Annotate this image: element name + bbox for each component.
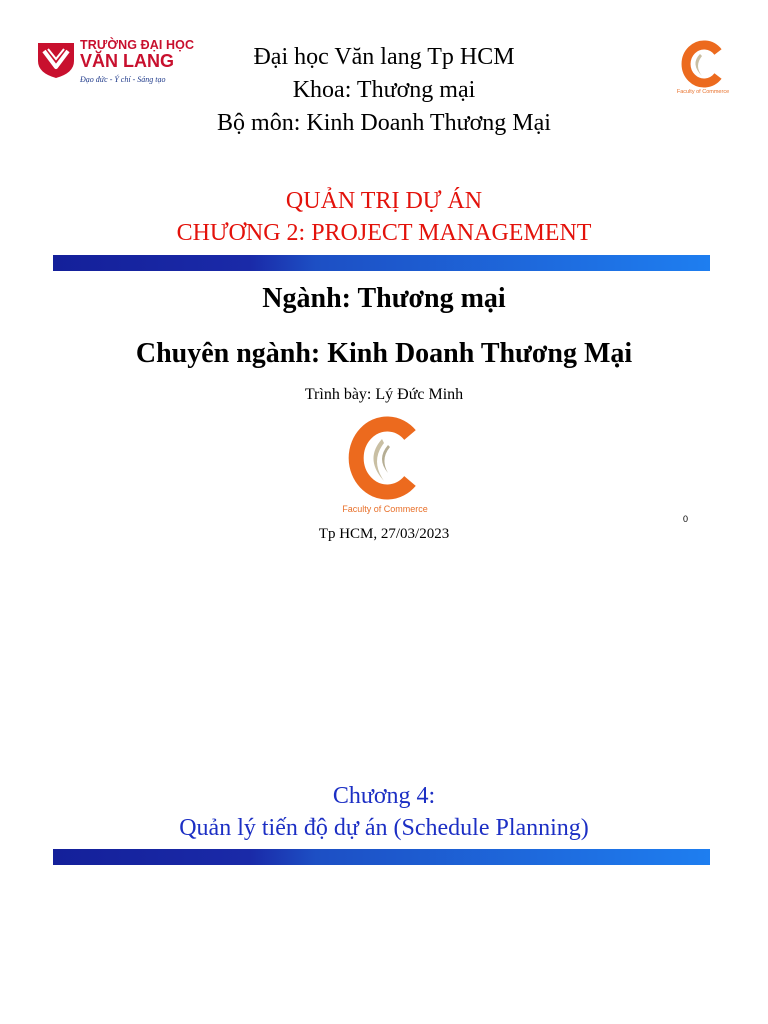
divider-bar-bottom xyxy=(53,849,710,865)
major-specialization: Chuyên ngành: Kinh Doanh Thương Mại xyxy=(135,338,633,369)
major-field: Ngành: Thương mại xyxy=(262,283,506,314)
university-name: Đại học Văn lang Tp HCM xyxy=(253,44,515,70)
chapter-label: Chương 4: xyxy=(332,783,436,809)
faculty-c-icon xyxy=(348,415,420,501)
divider-bar-top xyxy=(53,255,710,271)
page-number: 0 xyxy=(683,514,689,524)
logo-line1: TRƯỜNG ĐẠI HỌC xyxy=(80,38,195,52)
chapter-topic: Quản lý tiến độ dự án (Schedule Planning) xyxy=(179,815,589,841)
logo-line2: VĂN LANG xyxy=(80,51,174,71)
faculty-name: Khoa: Thương mại xyxy=(292,77,476,103)
place-date: Tp HCM, 27/03/2023 xyxy=(318,526,450,542)
faculty-caption-center: Faculty of Commerce xyxy=(342,504,428,514)
course-title: QUẢN TRỊ DỰ ÁN xyxy=(285,188,483,214)
course-chapter: CHƯƠNG 2: PROJECT MANAGEMENT xyxy=(176,220,592,246)
department-name: Bộ môn: Kinh Doanh Thương Mại xyxy=(217,110,551,136)
faculty-caption-small: Faculty of Commerce xyxy=(676,89,730,95)
presenter: Trình bày: Lý Đức Minh xyxy=(304,386,464,403)
logo-motto: Đạo đức - Ý chí - Sáng tạo xyxy=(80,75,166,84)
faculty-logo-center xyxy=(340,415,430,519)
